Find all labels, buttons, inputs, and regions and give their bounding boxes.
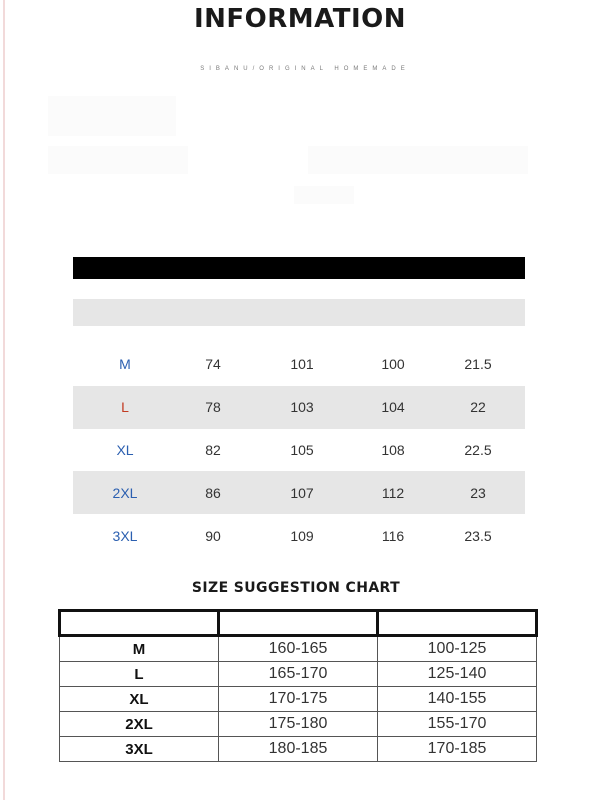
table-row <box>73 386 525 429</box>
measurement-cell: 78 <box>205 399 221 416</box>
weight-range-cell: 170-185 <box>378 737 537 762</box>
measurement-cell: 23.5 <box>464 527 492 544</box>
measurement-cell: 22.5 <box>464 441 492 458</box>
table-header-bar <box>73 257 525 279</box>
table-row <box>73 514 525 557</box>
table-row <box>73 343 525 386</box>
ghost-block <box>48 96 176 136</box>
size-cell: 3XL <box>60 737 219 762</box>
measurement-cell: 105 <box>290 441 314 458</box>
suggestion-row <box>60 712 537 737</box>
size-label: L <box>121 399 129 416</box>
measurement-cell: 103 <box>290 399 314 416</box>
height-range-cell: 180-185 <box>219 737 378 762</box>
measurement-cell: 90 <box>205 527 221 544</box>
measurement-cell: 116 <box>381 527 405 544</box>
page-edge-line <box>3 0 5 800</box>
suggestion-row <box>60 687 537 712</box>
measurement-cell: 82 <box>205 441 221 458</box>
size-cell: L <box>60 662 219 687</box>
suggestion-header-cell <box>378 611 537 636</box>
size-cell: XL <box>60 687 219 712</box>
suggestion-chart-title: SIZE SUGGESTION CHART <box>191 580 401 596</box>
size-cell: M <box>60 636 219 662</box>
height-range-cell: 170-175 <box>219 687 378 712</box>
table-row <box>73 471 525 514</box>
weight-range-cell: 125-140 <box>378 662 537 687</box>
ghost-block <box>294 186 354 204</box>
measurement-cell: 108 <box>381 441 405 458</box>
size-label: 3XL <box>112 527 138 544</box>
measurement-cell: 101 <box>290 356 314 373</box>
measurement-cell: 100 <box>381 356 405 373</box>
height-range-cell: 165-170 <box>219 662 378 687</box>
ghost-block <box>308 146 528 174</box>
size-label: 2XL <box>112 484 138 501</box>
height-range-cell: 175-180 <box>219 712 378 737</box>
size-label: XL <box>116 441 134 458</box>
measurement-cell: 104 <box>381 399 405 416</box>
measurement-cell: 107 <box>290 484 314 501</box>
measurement-cell: 86 <box>205 484 221 501</box>
suggestion-header-cell <box>219 611 378 636</box>
measurement-cell: 21.5 <box>464 356 492 373</box>
measurement-cell: 112 <box>381 484 405 501</box>
table-row <box>73 429 525 472</box>
measurement-cell: 109 <box>290 527 314 544</box>
suggestion-row <box>60 737 537 762</box>
suggestion-header-cell <box>60 611 219 636</box>
measurement-cell: 22 <box>470 399 486 416</box>
ghost-block <box>48 146 188 174</box>
brand-subtitle: SIBANU/ORIGINAL HOMEMADE <box>200 66 410 72</box>
height-range-cell: 160-165 <box>219 636 378 662</box>
size-label: M <box>119 356 131 373</box>
suggestion-row <box>60 662 537 687</box>
table-subheader-bar <box>73 299 525 326</box>
size-measurement-table <box>73 257 525 557</box>
weight-range-cell: 155-170 <box>378 712 537 737</box>
weight-range-cell: 140-155 <box>378 687 537 712</box>
size-suggestion-table <box>58 609 538 762</box>
suggestion-header-row <box>60 611 537 636</box>
suggestion-row <box>60 636 537 662</box>
size-rows <box>73 343 525 557</box>
weight-range-cell: 100-125 <box>378 636 537 662</box>
size-cell: 2XL <box>60 712 219 737</box>
measurement-cell: 74 <box>205 356 221 373</box>
measurement-cell: 23 <box>470 484 486 501</box>
page-title: INFORMATION <box>193 4 407 34</box>
